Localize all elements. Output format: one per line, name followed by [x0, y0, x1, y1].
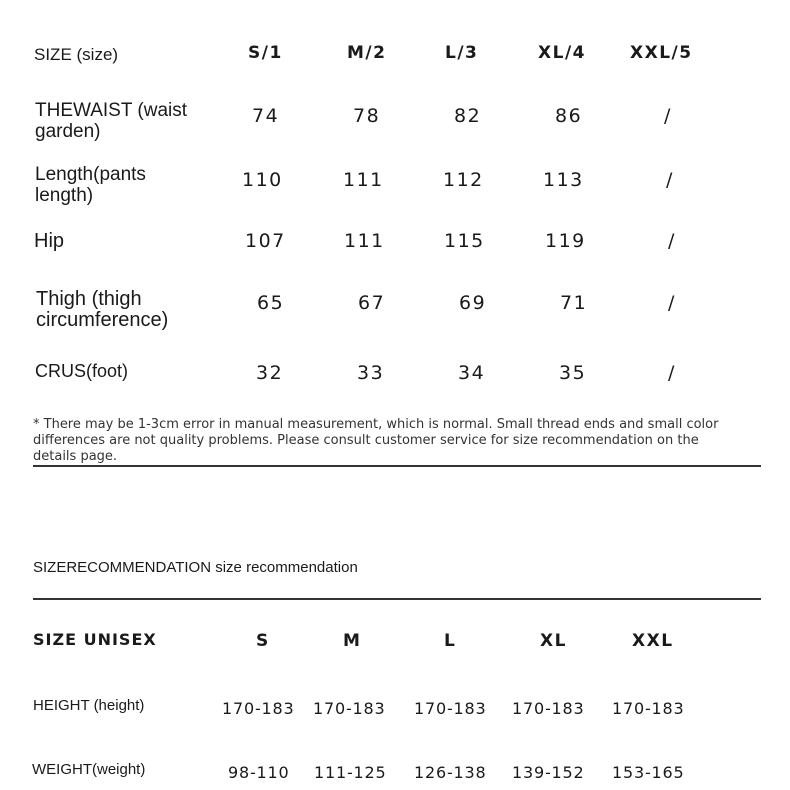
recommendation-title: SIZERECOMMENDATION size recommendation [33, 559, 358, 576]
height-xxl: 170-183 [612, 699, 685, 718]
size-header-xl: XL/4 [538, 43, 586, 63]
height-m: 170-183 [313, 699, 386, 718]
row-label-height: HEIGHT (height) [33, 697, 145, 714]
weight-m: 111-125 [314, 763, 387, 782]
row-label-thigh: Thigh (thigh circumference) [36, 288, 169, 331]
rec-header-xxl: XXL [632, 631, 674, 651]
row-label-weight: WEIGHT(weight) [32, 761, 146, 778]
height-xl: 170-183 [512, 699, 585, 718]
thigh-xl: 71 [560, 292, 588, 314]
crus-s: 32 [256, 362, 284, 384]
crus-l: 34 [458, 362, 486, 384]
length-xl: 113 [543, 169, 584, 191]
waist-xl: 86 [555, 105, 583, 127]
size-header-xxl: XXL/5 [630, 43, 693, 63]
rec-header-s: S [256, 631, 270, 651]
height-s: 170-183 [222, 699, 295, 718]
waist-s: 74 [252, 105, 280, 127]
hip-m: 111 [344, 230, 385, 252]
size-header-label: SIZE (size) [34, 45, 119, 64]
length-s: 110 [242, 169, 283, 191]
crus-m: 33 [357, 362, 385, 384]
weight-l: 126-138 [414, 763, 487, 782]
crus-xxl: / [668, 362, 676, 384]
waist-xxl: / [664, 105, 672, 127]
measurement-note: * There may be 1-3cm error in manual measurement, which is normal. Small thread ends and small color differences are not quality problems. Please consult customer service for size recommendation on the details page. [33, 417, 719, 464]
waist-l: 82 [454, 105, 482, 127]
divider-recommendation [33, 598, 761, 600]
rec-header-m: M [343, 631, 362, 651]
length-m: 111 [343, 169, 384, 191]
weight-s: 98-110 [228, 763, 290, 782]
weight-xl: 139-152 [512, 763, 585, 782]
thigh-m: 67 [358, 292, 386, 314]
weight-xxl: 153-165 [612, 763, 685, 782]
row-label-length: Length(pants length) [35, 164, 146, 206]
waist-m: 78 [353, 105, 381, 127]
length-xxl: / [666, 169, 674, 191]
recommendation-header-label: SIZE UNISEX [33, 630, 157, 649]
row-label-hip: Hip [34, 230, 65, 252]
thigh-s: 65 [257, 292, 285, 314]
size-header-s: S/1 [248, 43, 283, 63]
row-label-crus: CRUS(foot) [35, 361, 129, 381]
rec-header-l: L [444, 631, 457, 651]
thigh-l: 69 [459, 292, 487, 314]
hip-l: 115 [444, 230, 485, 252]
crus-xl: 35 [559, 362, 587, 384]
height-l: 170-183 [414, 699, 487, 718]
size-header-m: M/2 [347, 43, 387, 63]
row-label-waist: THEWAIST (waist garden) [35, 100, 188, 142]
hip-s: 107 [245, 230, 286, 252]
divider-top [33, 465, 761, 467]
size-header-l: L/3 [445, 43, 479, 63]
hip-xl: 119 [545, 230, 586, 252]
rec-header-xl: XL [540, 631, 567, 651]
length-l: 112 [443, 169, 484, 191]
hip-xxl: / [668, 230, 676, 252]
thigh-xxl: / [668, 292, 676, 314]
